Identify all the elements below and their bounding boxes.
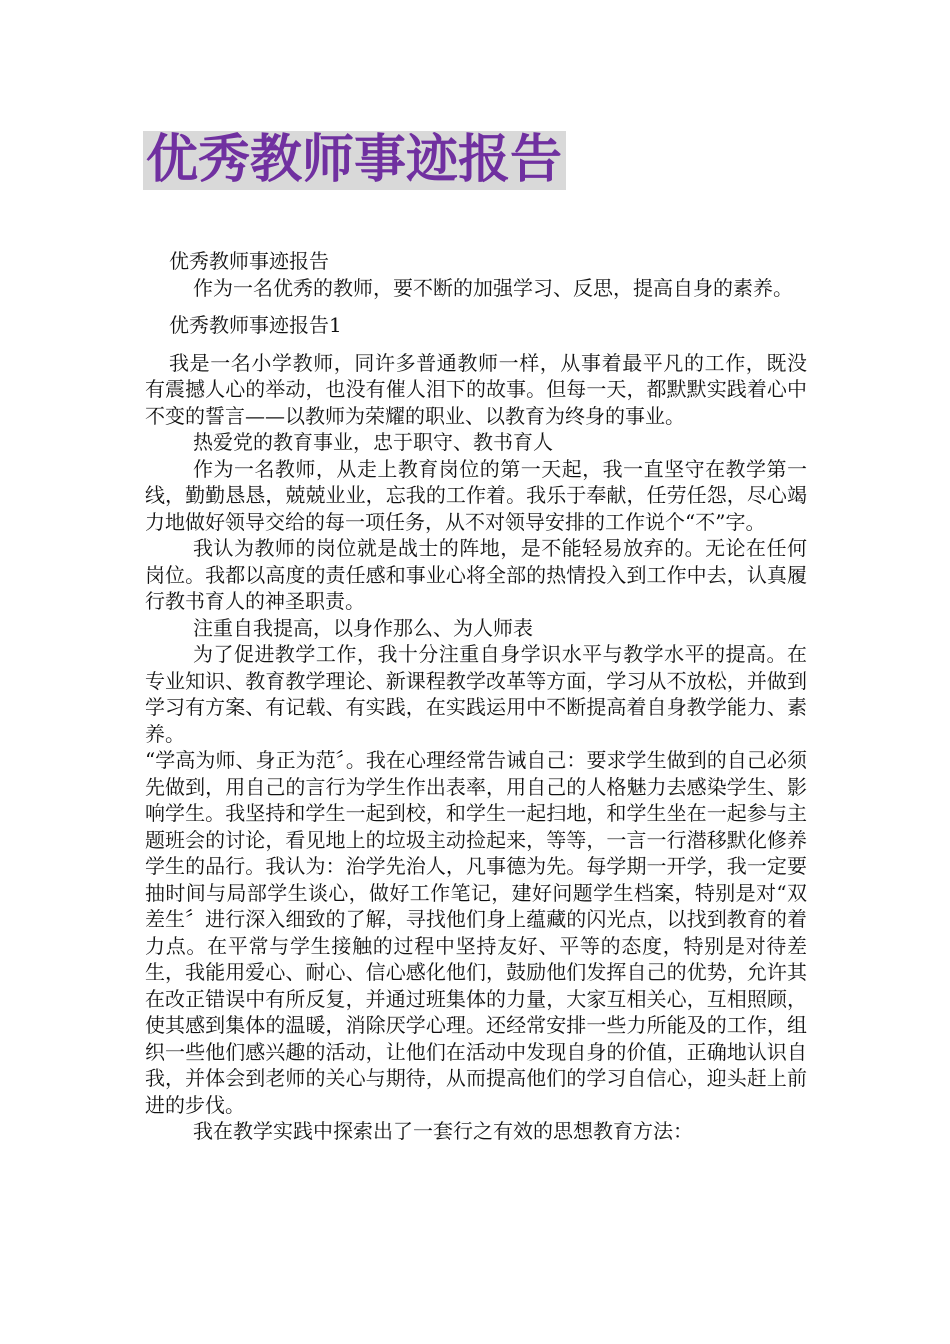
paragraph-heading: 热爱党的教育事业，忠于职守、教书育人 (193, 430, 553, 454)
paragraph-subtitle: 优秀教师事迹报告 (169, 249, 329, 273)
paragraph-intro: 作为一名优秀的教师，要不断的加强学习、反思，提高自身的素养。 (193, 275, 793, 300)
paragraph-section-heading: 优秀教师事迹报告1 (169, 313, 342, 337)
document-title: 优秀教师事迹报告 (143, 131, 566, 190)
paragraph: 我在教学实践中探索出了一套行之有效的思想教育方法： (193, 1119, 693, 1143)
paragraph: 我是一名小学教师，同许多普通教师一样，从事着最平凡的工作，既没有震撼人心的举动，也没有催人泪下的故事。但每一天，都默默实践着心中不变的誓言——以教师为荣耀的职业、以教育为终身的事业。 (145, 350, 807, 428)
document-body (145, 248, 807, 1145)
paragraph: 作为一名教师，从走上教育岗位的第一天起，我一直坚守在教学第一线，勤勤恳恳，兢兢业业，忘我的工作着。我乐于奉献，任劳任怨，尽心竭力地做好领导交给的每一项任务，从不对领导安排的工作说个“不”字。 (145, 456, 807, 534)
paragraph: 我认为教师的岗位就是战士的阵地，是不能轻易放弃的。无论在任何岗位。我都以高度的责任感和事业心将全部的热情投入到工作中去，认真履行教书育人的神圣职责。 (145, 536, 807, 613)
paragraph: 为了促进教学工作，我十分注重自身学识水平与教学水平的提高。在专业知识、教育教学理论、新课程教学改革等方面，学习从不放松，并做到学习有方案、有记载、有实践，在实践运用中不断提高着自身教学能力、素养。 (145, 642, 807, 746)
paragraph: “学高为师、身正为范〞。我在心理经常告诫自己：要求学生做到的自己必须先做到，用自己的言行为学生作出表率，用自己的人格魅力去感染学生、影响学生。我坚持和学生一起到校，和学生一起扫地，和学生坐在一起参与主题班会的讨论，看见地上的垃圾主动捡起来，等等，一言一行潜移默化修养学生的品行。我认为：治学先治人，凡事德为先。每学期一开学，我一定要抽时间与局部学生谈心，做好工作笔记，建好问题学生档案，特别是对“双差生〞进行深入细致的了解，寻找他们身上蕴藏的闪光点，以找到教育的着力点。在平常与学生接触的过程中坚持友好、平等的态度，特别是对待差生，我能用爱心、耐心、信心感化他们，鼓励他们发挥自己的优势，允许其在改正错误中有所反复，并通过班集体的力量，大家互相关心，互相照顾，使其感到集体的温暖，消除厌学心理。还经常安排一些力所能及的工作，组织一些他们感兴趣的活动，让他们在活动中发现自身的价值，正确地认识自我，并体会到老师的关心与期待，从而提高他们的学习自信心，迎头赶上前进的步伐。 (145, 748, 807, 1117)
paragraph-heading: 注重自我提高，以身作那么、为人师表 (193, 615, 533, 640)
